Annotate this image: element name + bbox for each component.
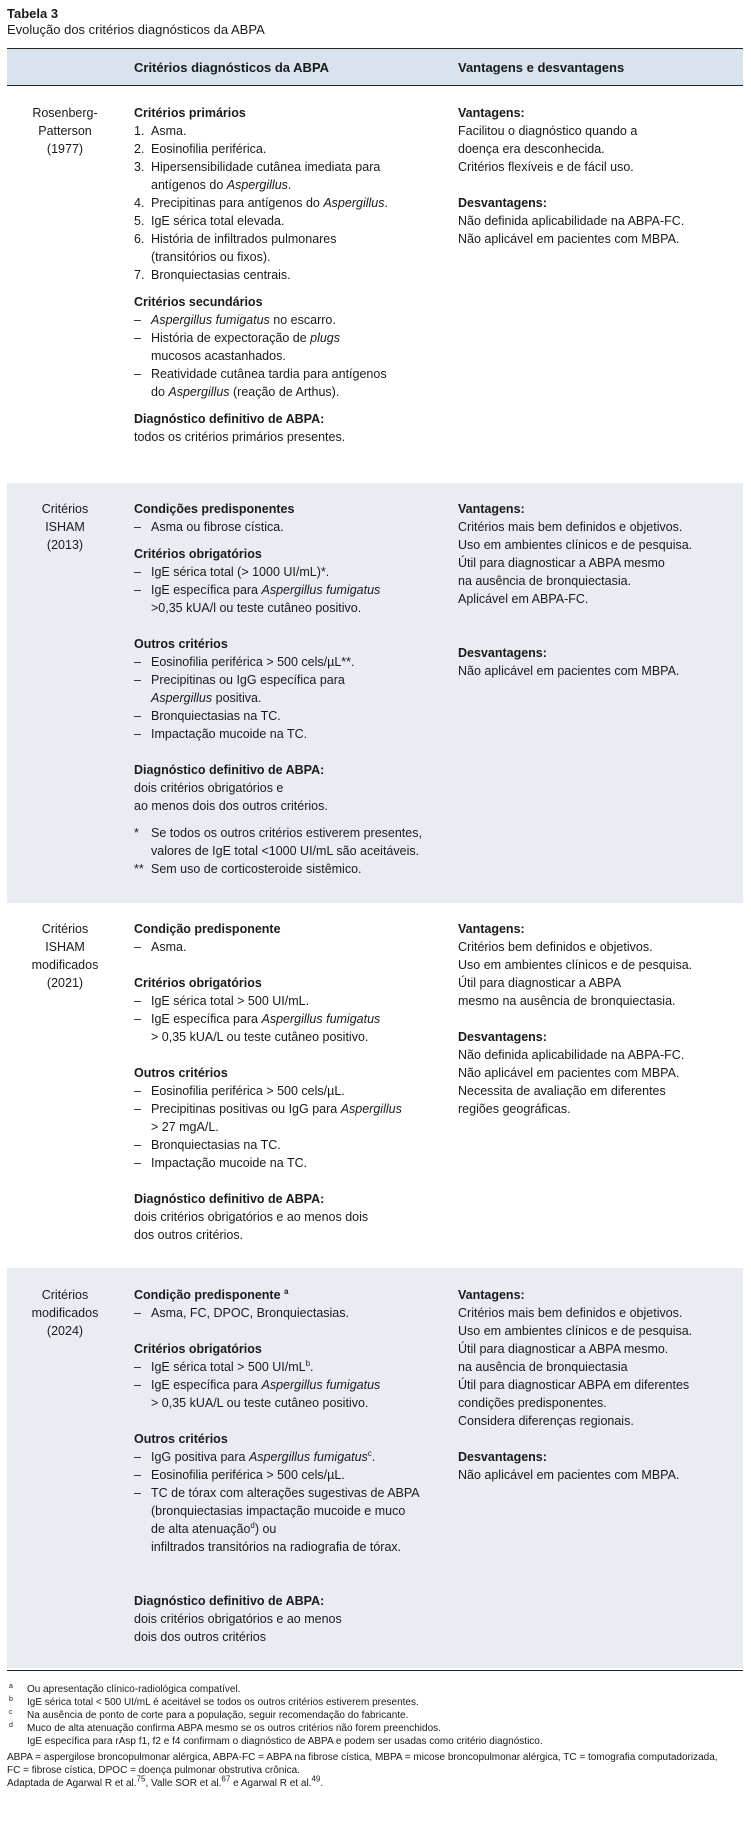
list-item: – Precipitinas ou IgG específica para Aspergillus positiva. [134, 673, 345, 705]
list-item: – Reatividade cutânea tardia para antígenos do Aspergillus (reação de Arthus). [134, 367, 387, 399]
list-item: – Impactação mucoide na TC. [134, 727, 308, 741]
footnote-extra: IgE específica para rAsp f1, f2 e f4 confirmam o diagnóstico de ABPA e podem ser usadas como critério diagnóstico. [27, 1736, 543, 1747]
advantages-cell: Vantagens: Facilitou o diagnóstico quando a doença era desconhecida. Critérios flexíveis e de fácil uso. Desvantagens: Não definida aplicabilidade na ABPA-FC. Não aplicável em pacientes com MBPA. [458, 104, 738, 248]
advantages-title: Vantagens: [458, 1288, 525, 1302]
disadvantages-title: Desvantagens: [458, 1450, 547, 1464]
advantages-title: Vantagens: [458, 502, 525, 516]
list-item: – Asma. [134, 940, 187, 954]
criteria-cell: Condição predisponente $^a$ – Asma, FC, DPOC, Bronquiectasias. Critérios obrigatórios – IgE sérica total > 500 $UI/mL^b$. – IgE específica para Aspergillus fumigatus > 0,35 kUA/L ou teste cutâneo positivo. Outros critérios – IgG positiva para Aspergillus fumigatus$^c$. – Eosinofilia periférica > 500 cels/µL. – TC de tórax com alterações sugestivas de ABPA (bronquiectasias impactação mucoide e muco de alta atenuação$^d$) ou infiltrados transitórios na radiografia de tórax. Diagnóstico definitivo de ABPA: dois critérios obrigatórios e ao menos dois dos outros critérios [134, 1286, 439, 1646]
predisposing-title: Condição predisponente $^a$ [134, 1286, 289, 1302]
other-criteria-title: Outros critérios [134, 1066, 228, 1080]
list-item: – Asma ou fibrose cística. [134, 520, 284, 534]
primary-criteria-title: Critérios primários [134, 106, 246, 120]
list-item: – Bronquiectasias na TC. [134, 709, 281, 723]
list-item: – IgG positiva para Aspergillus fumigatus$^c$. [134, 1448, 376, 1464]
list-item: 5. IgE sérica total elevada. [134, 214, 285, 228]
mandatory-criteria-title: Critérios obrigatórios [134, 1342, 262, 1356]
list-item: – Precipitinas positivas ou IgG para Aspergillus > 27 mgA/L. [134, 1102, 402, 1134]
header-criteria: Critérios diagnósticos da ABPA [134, 60, 330, 75]
list-item: – Bronquiectasias na TC. [134, 1138, 281, 1152]
list-item: – IgE sérica total > 500 UI/mL. [134, 994, 310, 1008]
predisposing-title: Condições predisponentes [134, 502, 295, 516]
row-label: Critérios modificados (2024) [31, 1288, 99, 1338]
table-row-rosenberg [7, 86, 743, 468]
other-criteria-title: Outros critérios [134, 637, 228, 651]
advantages-cell: Vantagens: Critérios mais bem definidos e objetivos. Uso em ambientes clínicos e de pesquisa. Útil para diagnosticar a ABPA mesmo. na ausência de bronquiectasia Útil para diagnosticar ABPA em diferentes condições predisponentes. Considera diferenças regionais. Desvantagens: Não aplicável em pacientes com MBPA. [458, 1286, 738, 1484]
footnote-d: d Muco de alta atenuação confirma ABPA mesmo se os outros critérios não forem preenchidos. [9, 1722, 441, 1734]
criteria-cell: Condições predisponentes – Asma ou fibrose cística. Critérios obrigatórios – IgE sérica total (> 1000 UI/mL)*. – IgE específica para Aspergillus fumigatus >0,35 kUA/l ou teste cutâneo positivo. Outros critérios – Eosinofilia periférica > 500 cels/µL**. – Precipitinas ou IgG específica para Aspergillus positiva. – Bronquiectasias na TC. – Impactação mucoide na TC. Diagnóstico definitivo de ABPA: dois critérios obrigatórios e ao menos dois dos outros critérios. * Se todos os outros critérios estiverem presentes, valores de IgE total <1000 UI/mL são aceitáveis. ** Sem uso de corticosteroide sistêmico. [134, 500, 439, 878]
definitive-diagnosis-title: Diagnóstico definitivo de ABPA: [134, 1192, 325, 1206]
disadvantages-title: Desvantagens: [458, 196, 547, 210]
table-title: Tabela 3 [7, 6, 59, 21]
list-item: – IgE sérica total > 500 $UI/mL^b$. [134, 1358, 314, 1374]
disadvantages-title: Desvantagens: [458, 646, 547, 660]
advantages-title: Vantagens: [458, 106, 525, 120]
predisposing-title: Condição predisponente [134, 922, 281, 936]
footnote-a: a Ou apresentação clínico-radiológica compatível. [9, 1683, 241, 1695]
disadvantages-title: Desvantagens: [458, 1030, 547, 1044]
table-subtitle: Evolução dos critérios diagnósticos da ABPA [7, 22, 265, 37]
footnote-c: c Na ausência de ponto de corte para a população, seguir recomendação do fabricante. [9, 1709, 409, 1721]
list-item: – Asma, FC, DPOC, Bronquiectasias. [134, 1306, 349, 1320]
list-item: – Eosinofilia periférica > 500 cels/µL. [134, 1084, 345, 1098]
list-item: – TC de tórax com alterações sugestivas de ABPA (bronquiectasias impactação mucoide e muco de alta atenuação$^d$) ou infiltrados transitórios na radiografia de tórax. [134, 1486, 420, 1554]
other-criteria-title: Outros critérios [134, 1432, 228, 1446]
header-advantages: Vantagens e desvantagens [458, 60, 625, 75]
list-item: 6. História de infiltrados pulmonares (transitórios ou fixos). [134, 232, 337, 264]
definitive-diagnosis-title: Diagnóstico definitivo de ABPA: [134, 1594, 325, 1608]
row-label: Critérios ISHAM (2013) [41, 502, 89, 552]
list-item: – IgE específica para Aspergillus fumigatus > 0,35 kUA/L ou teste cutâneo positivo. [134, 1012, 381, 1044]
advantages-title: Vantagens: [458, 922, 525, 936]
abbreviations: ABPA = aspergilose broncopulmonar alérgica, ABPA-FC = ABPA na fibrose cística, MBPA = micose broncopulmonar alérgica, TC = tomografia computadorizada, FC = fibrose cística, DPOC = doença pulmonar obstrutiva crônica. Adaptada de Agarwal R et al.$^{75}$, Valle SOR et al.$^{67}$ e Agarwal R et al.$^{49}$. [7, 1751, 743, 1790]
source-line: Adaptada de Agarwal R et al.$^{75}$, Valle SOR et al.$^{67}$ e Agarwal R et al.$^{49}$. [7, 1774, 324, 1789]
criteria-cell [134, 104, 439, 446]
row-label: Critérios ISHAM modificados (2021) [31, 922, 99, 990]
mandatory-criteria-title: Critérios obrigatórios [134, 547, 262, 561]
list-item: 3. Hipersensibilidade cutânea imediata para antígenos do Aspergillus. [134, 160, 381, 192]
list-item: – Eosinofilia periférica > 500 cels/µL**. [134, 655, 355, 669]
list-item: – História de expectoração de plugs mucosos acastanhados. [134, 331, 341, 363]
list-item: – Impactação mucoide na TC. [134, 1156, 308, 1170]
list-item: 1. Asma. [134, 124, 187, 138]
list-item: 4. Precipitinas para antígenos do Aspergillus. [134, 196, 388, 210]
table-header [7, 49, 743, 86]
definitive-diagnosis-title: Diagnóstico definitivo de ABPA: [134, 412, 325, 426]
list-item: 7. Bronquiectasias centrais. [134, 268, 291, 282]
list-item: – Aspergillus fumigatus no escarro. [134, 313, 336, 327]
list-item: 2. Eosinofilia periférica. [134, 142, 267, 156]
criteria-cell: Condição predisponente – Asma. Critérios obrigatórios – IgE sérica total > 500 UI/mL. – IgE específica para Aspergillus fumigatus > 0,35 kUA/L ou teste cutâneo positivo. Outros critérios – Eosinofilia periférica > 500 cels/µL. – Precipitinas positivas ou IgG para Aspergillus > 27 mgA/L. – Bronquiectasias na TC. – Impactação mucoide na TC. Diagnóstico definitivo de ABPA: dois critérios obrigatórios e ao menos dois dos outros critérios. [134, 920, 439, 1244]
note-item: ** Sem uso de corticosteroide sistêmico. [134, 862, 362, 876]
advantages-cell: Vantagens: Critérios bem definidos e objetivos. Uso em ambientes clínicos e de pesquisa. Útil para diagnosticar a ABPA mesmo na ausência de bronquiectasia. Desvantagens: Não definida aplicabilidade na ABPA-FC. Não aplicável em pacientes com MBPA. Necessita de avaliação em diferentes regiões geográficas. [458, 920, 738, 1118]
list-item: – IgE sérica total (> 1000 UI/mL)*. [134, 565, 330, 579]
footnote-b: b IgE sérica total < 500 UI/mL é aceitável se todos os outros critérios estiverem presentes. [9, 1696, 419, 1708]
table-row-isham-2021 [7, 903, 743, 1268]
row-label: Rosenberg- Patterson (1977) [32, 106, 98, 156]
definitive-diagnosis-text: todos os critérios primários presentes. [134, 430, 346, 444]
secondary-criteria-title: Critérios secundários [134, 295, 263, 309]
list-item: – IgE específica para Aspergillus fumigatus > 0,35 kUA/L ou teste cutâneo positivo. [134, 1378, 381, 1410]
bottom-rule [7, 1670, 743, 1671]
mandatory-criteria-title: Critérios obrigatórios [134, 976, 262, 990]
table-caption [7, 6, 743, 38]
table-row-isham-2013 [7, 483, 743, 903]
definitive-diagnosis-title: Diagnóstico definitivo de ABPA: [134, 763, 325, 777]
advantages-cell: Vantagens: Critérios mais bem definidos e objetivos. Uso em ambientes clínicos e de pesquisa. Útil para diagnosticar a ABPA mesmo na ausência de bronquiectasia. Aplicável em ABPA-FC. Desvantagens: Não aplicável em pacientes com MBPA. [458, 500, 738, 680]
list-item: – Eosinofilia periférica > 500 cels/µL. [134, 1468, 345, 1482]
note-item: * Se todos os outros critérios estiverem presentes, valores de IgE total <1000 UI/mL são aceitáveis. [134, 826, 422, 858]
list-item: – IgE específica para Aspergillus fumigatus >0,35 kUA/l ou teste cutâneo positivo. [134, 583, 381, 615]
table-row-modified-2024 [7, 1268, 743, 1668]
